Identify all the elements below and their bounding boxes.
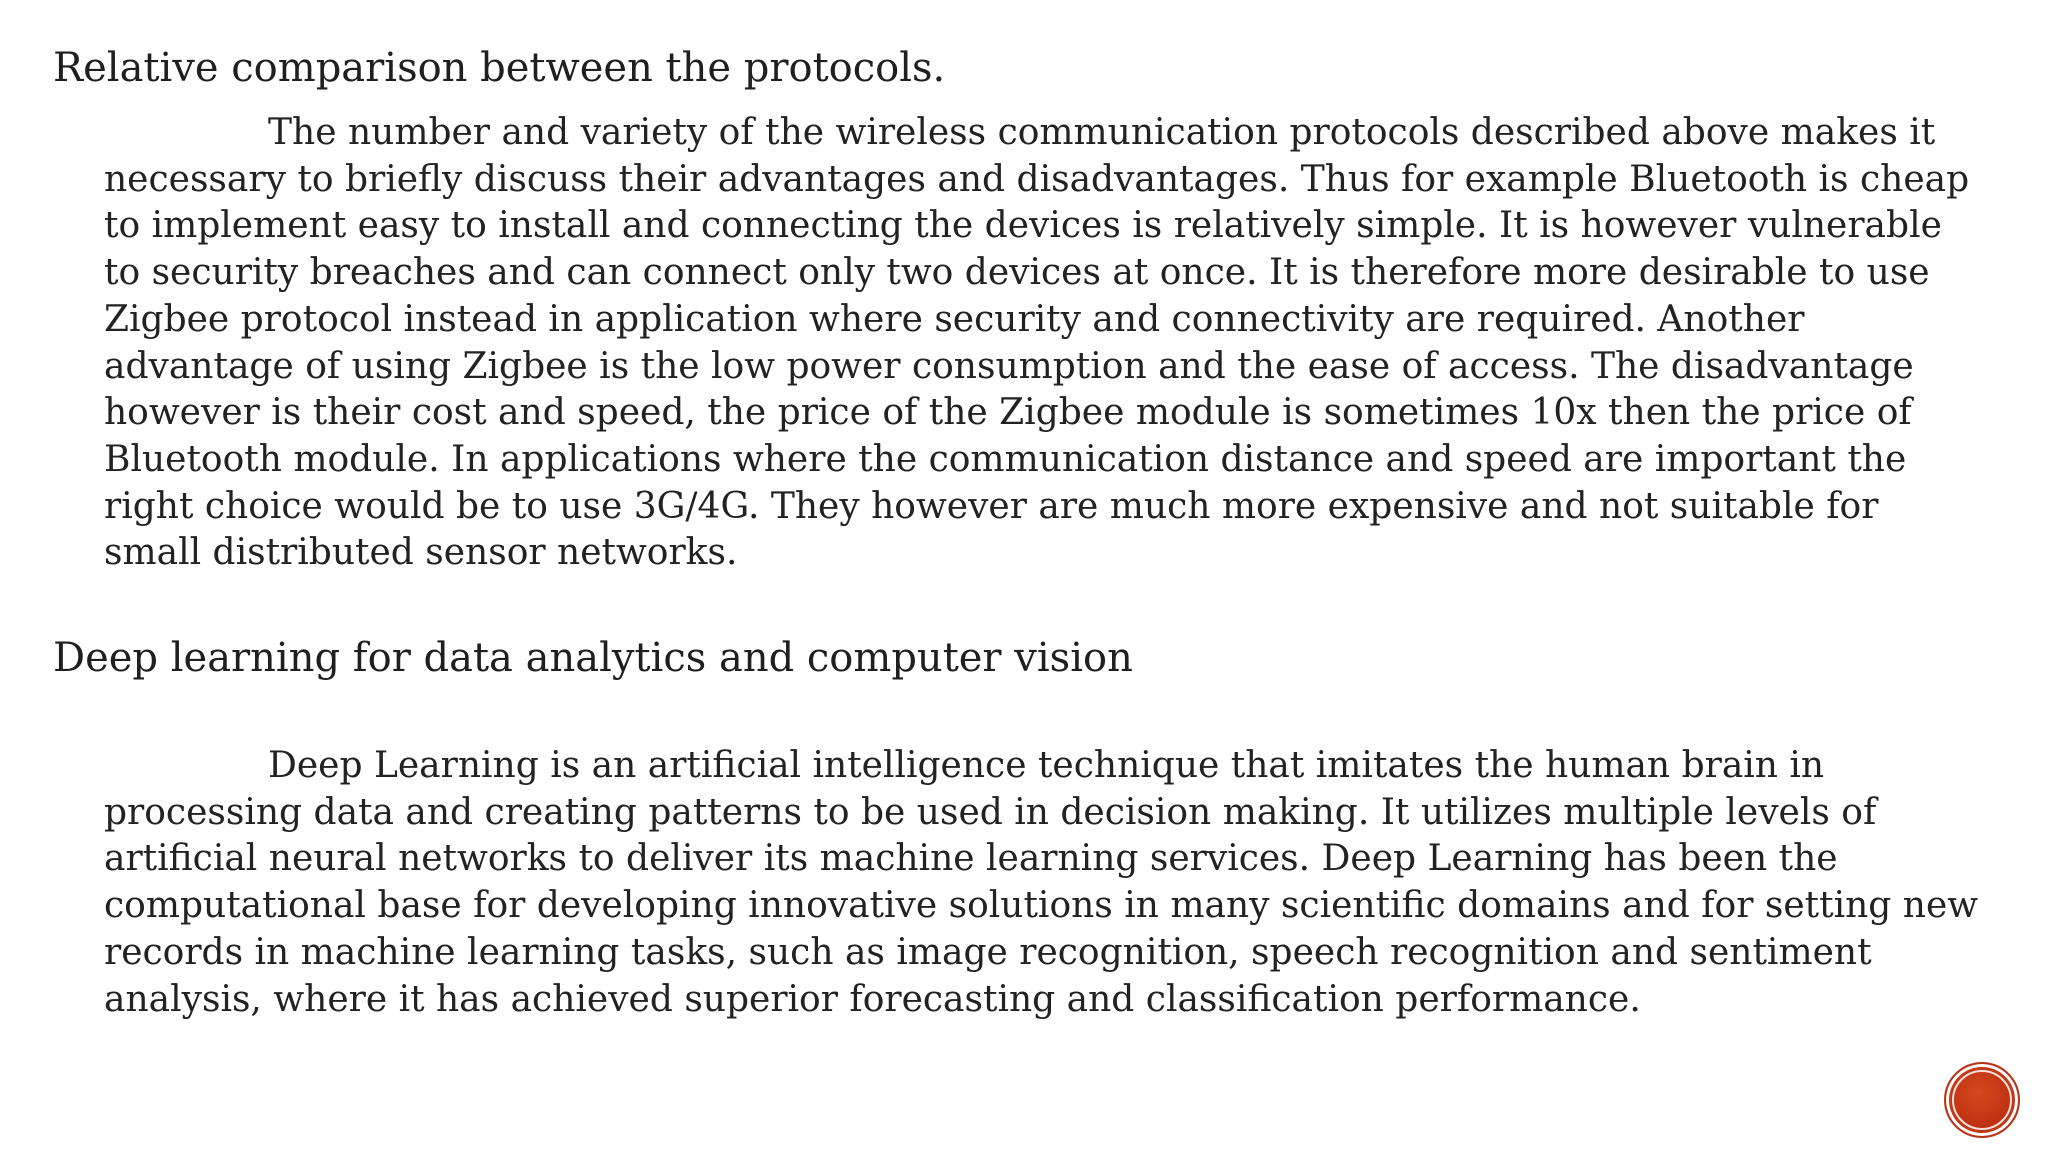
paragraph-deep-learning: Deep Learning is an artificial intelligence technique that imitates the human brain in processing data and creating patterns to be used in decision making. It utilizes multiple levels of artificial neural networks to deliver its machine learning services. Deep Learning has been the computational base for developing innovative solutions in many scientific domains and for setting new records in machine learning tasks, such as image recognition, speech recognition and sentiment analysis, where it has achieved superior forecasting and classification performance.	[104, 745, 1979, 1020]
section-heading-protocols: Relative comparison between the protocols.	[53, 45, 946, 91]
paragraph-protocols: The number and variety of the wireless communication protocols described above makes it necessary to briefly discuss their advantages and disadvantages. Thus for example Bluetooth is cheap to implement easy to install and connecting the devices is relatively simple. It is however vulnerable to security breaches and can connect only two devices at once. It is therefore more desirable to use Zigbee protocol instead in application where security and connectivity are required. Another advantage of using Zigbee is the low power consumption and the ease of access. The disadvantage however is their cost and speed, the price of the Zigbee module is sometimes 10x then the price of Bluetooth module. In applications where the communication distance and speed are important the right choice would be to use 3G/4G. They however are much more expensive and not suitable for small distributed sensor networks.	[104, 112, 1970, 574]
circle-badge-icon	[1944, 1062, 2020, 1138]
section-heading-deep-learning: Deep learning for data analytics and computer vision	[53, 635, 1133, 681]
